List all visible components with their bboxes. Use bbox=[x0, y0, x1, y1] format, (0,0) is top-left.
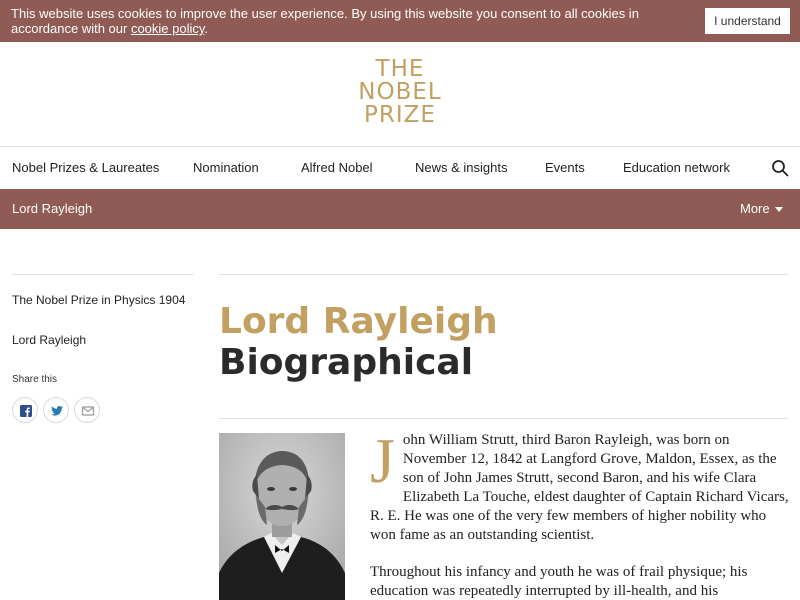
biography-text bbox=[370, 425, 790, 600]
email-share-button[interactable] bbox=[74, 397, 100, 423]
main-navigation bbox=[0, 146, 800, 189]
nav-item-nomination[interactable]: Nomination bbox=[193, 160, 259, 175]
bio-paragraph-1-text: ohn William Strutt, third Baron Rayleigh, was born on November 12, 1842 at Langford Grove, Maldon, Essex, as the son of John James Strutt, second Baron, and his wife Clara Elizabeth La Touche, eldest daughter of Captain Richard Vicars, R. E. He was one of the very few members of higher nobility who won fame as an outstanding scientist. bbox=[370, 432, 789, 543]
logo-line-3: PRIZE bbox=[364, 102, 436, 128]
twitter-share-button[interactable] bbox=[43, 397, 69, 423]
cookie-text-end: . bbox=[204, 21, 209, 36]
nav-item-events[interactable]: Events bbox=[545, 160, 585, 175]
nav-item-alfred-nobel[interactable]: Alfred Nobel bbox=[301, 160, 373, 175]
laureate-subnav bbox=[0, 189, 800, 229]
cookie-message bbox=[11, 6, 691, 36]
sidebar-link-physics-1904[interactable]: The Nobel Prize in Physics 1904 bbox=[12, 293, 186, 307]
logo-line-1: THE bbox=[375, 56, 425, 82]
nav-item-prizes-laureates[interactable]: Nobel Prizes & Laureates bbox=[12, 160, 160, 175]
more-label: More bbox=[740, 201, 770, 216]
cookie-banner bbox=[0, 0, 800, 42]
logo-line-2: NOBEL bbox=[358, 79, 442, 105]
bio-paragraph-1 bbox=[370, 425, 790, 545]
bio-paragraph-2: Throughout his infancy and youth he was of frail physique; his education was repeatedly interrupted by ill-health, and his bbox=[370, 564, 748, 599]
sidebar-link-lord-rayleigh[interactable]: Lord Rayleigh bbox=[12, 333, 87, 347]
chevron-down-icon bbox=[775, 207, 783, 212]
laureate-portrait bbox=[219, 433, 345, 600]
sidebar-divider bbox=[12, 274, 194, 275]
email-icon bbox=[81, 404, 95, 418]
facebook-icon bbox=[19, 404, 33, 418]
nobel-prize-logo[interactable] bbox=[340, 58, 460, 127]
more-menu-button[interactable] bbox=[740, 201, 783, 216]
search-icon[interactable] bbox=[771, 159, 789, 177]
share-label: Share this bbox=[12, 374, 58, 385]
nav-item-education-network[interactable]: Education network bbox=[623, 160, 730, 175]
content-divider bbox=[219, 418, 788, 419]
subnav-title[interactable]: Lord Rayleigh bbox=[12, 201, 93, 216]
page-title: Lord Rayleigh bbox=[219, 301, 498, 342]
cookie-policy-link[interactable]: cookie policy bbox=[130, 21, 205, 36]
accept-cookies-button[interactable]: I understand bbox=[705, 8, 790, 34]
page-subtitle: Biographical bbox=[219, 342, 474, 383]
drop-cap: J bbox=[370, 425, 395, 496]
cookie-text: This website uses cookies to improve the user experience. By using this website you consent to all cookies in accordance with our bbox=[11, 6, 639, 36]
twitter-icon bbox=[50, 404, 64, 418]
nav-item-news-insights[interactable]: News & insights bbox=[415, 160, 508, 175]
content-divider-top bbox=[219, 274, 788, 275]
facebook-share-button[interactable] bbox=[12, 397, 38, 423]
